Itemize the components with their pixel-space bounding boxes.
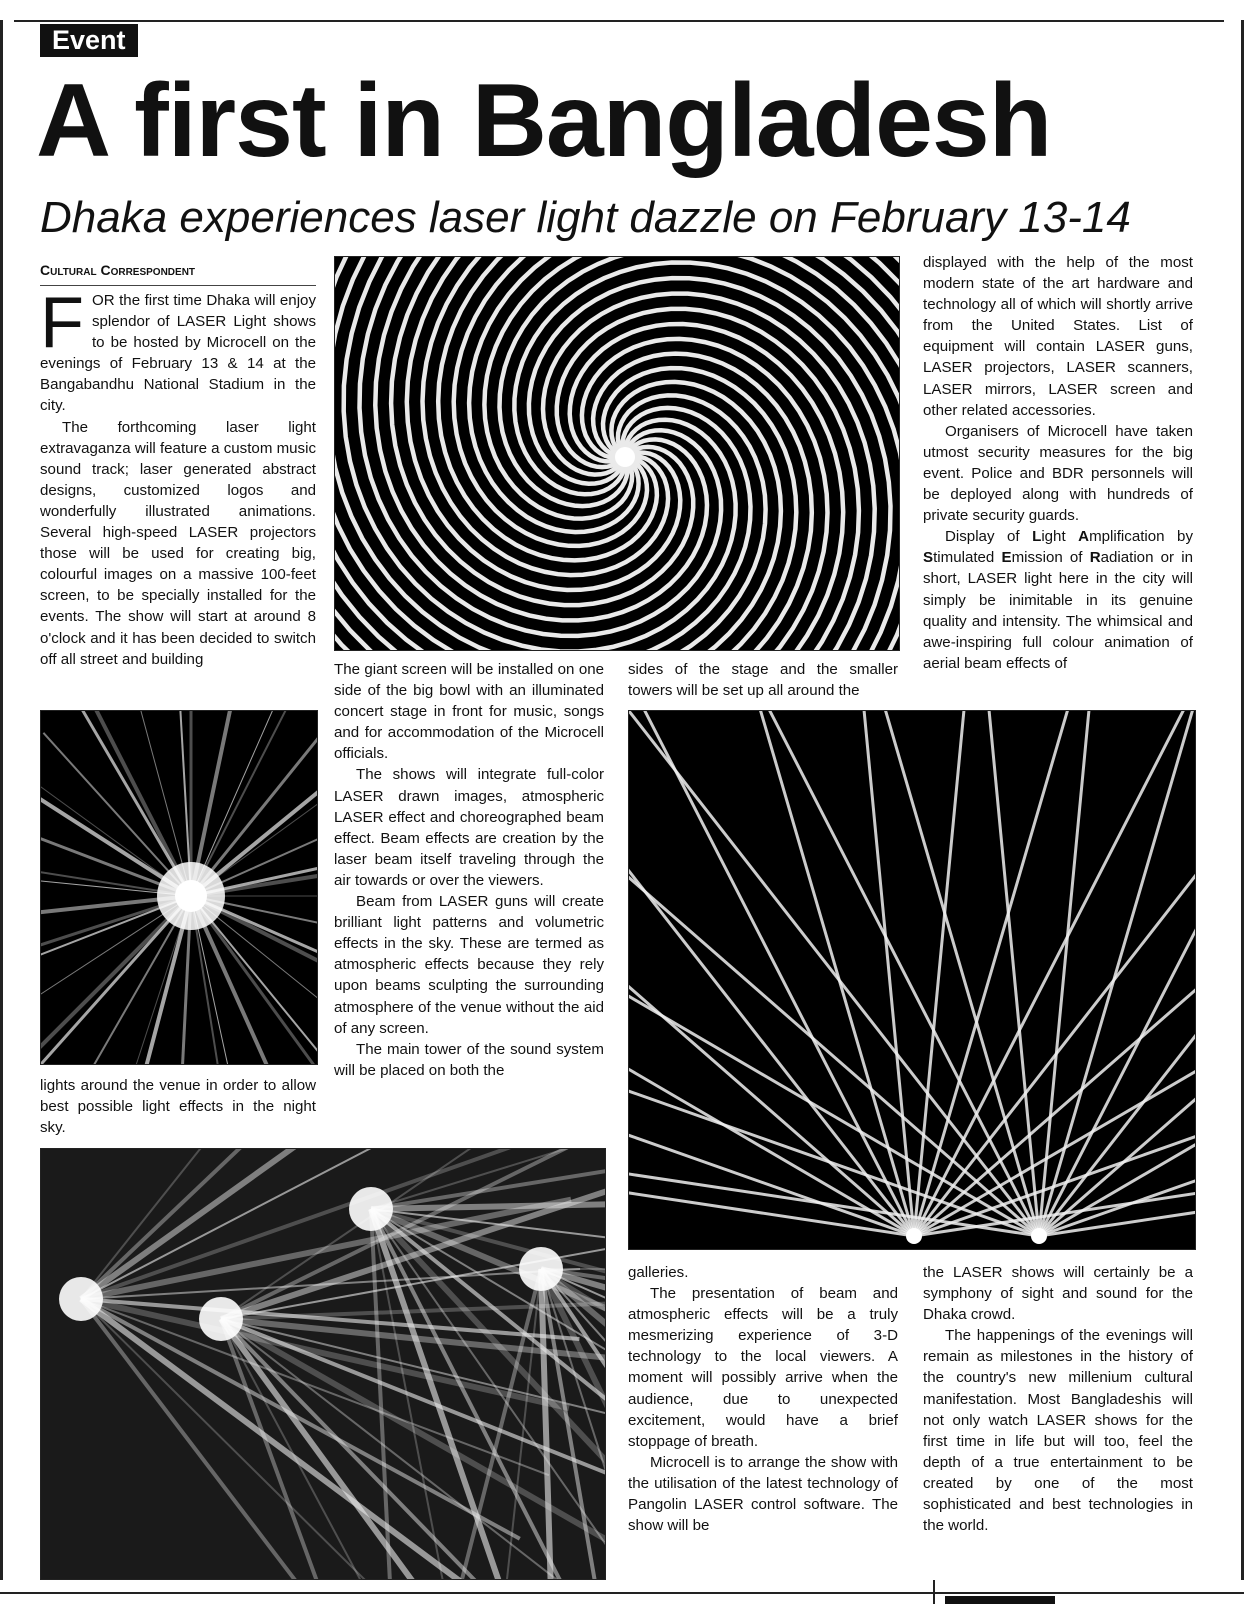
col3-paragraph-2: The presentation of beam and atmospheric effects will be a truly mesmerizing experience of 3-D technology to the local viewers. A moment will possibly arrive when the audience, due to unexpected excitement, would have a brief stoppage of breath.: [628, 1285, 898, 1450]
col2-paragraph-4: The main tower of the sound system will be placed on both the: [334, 1040, 604, 1079]
stage-lights-image: [41, 1149, 605, 1579]
stage-light-source: [59, 1277, 103, 1321]
laser-acronym-text: mplification by: [1089, 528, 1194, 546]
col3-continuation: sides of the stage and the smaller towers will be set up all around the: [628, 661, 898, 700]
column-1-bottom: [40, 1075, 316, 1138]
laser-fan-image: [629, 711, 1195, 1249]
column-4-top: [923, 252, 1193, 674]
headline: A first in Bangladesh: [36, 63, 1052, 179]
col2-paragraph-1: The giant screen will be installed on one side of the big bowl with an illuminated concert stage in front for music, songs and for accommodation of the Microcell officials.: [334, 661, 604, 763]
laser-beam: [692, 711, 1039, 1236]
col4-paragraph-1: displayed with the help of the most modern state of the art hardware and technology all of which will shortly arrive from the United States. List of equipment will contain LASER guns, LASER projectors, LASER scanners, LASER mirrors, LASER screen and other related accessories.: [923, 254, 1193, 419]
lead-paragraph: [40, 283, 316, 417]
acronym-letter-s: S: [923, 549, 934, 567]
acronym-letter-a: A: [1078, 528, 1090, 546]
acronym-letter-r: R: [1089, 549, 1101, 567]
col4-paragraph-3: [923, 526, 1193, 674]
col1-paragraph-3: lights around the venue in order to allow best possible light effects in the night sky.: [40, 1077, 316, 1137]
stage-light-source: [349, 1187, 393, 1231]
section-tag: Event: [40, 24, 138, 57]
laser-acronym-text: Display of: [945, 528, 1033, 546]
column-3-bottom: [628, 1262, 898, 1536]
laser-acronym-text: ight: [1041, 528, 1079, 546]
laser-beam: [629, 853, 1039, 1236]
byline-text: Cultural Correspondent: [40, 262, 196, 278]
footer-tick: [933, 1580, 935, 1604]
stage-light-source: [199, 1297, 243, 1341]
col2-paragraph-2: The shows will integrate full-color LASER drawn images, atmospheric LASER effect and choreographed beam effect. Beam effects are creation by the laser beam itself traveling through the air towards or over the viewers.: [334, 766, 604, 889]
laser-source: [1031, 1228, 1047, 1244]
laser-beam: [1039, 1122, 1195, 1236]
laser-burst-photo: [40, 710, 318, 1065]
column-1-top: [40, 283, 316, 670]
column-2: [334, 659, 604, 1081]
laser-source: [906, 1228, 922, 1244]
column-3-top: [628, 659, 898, 701]
laser-beam: [629, 736, 1039, 1236]
stage-light-source: [519, 1247, 563, 1291]
laser-beam: [914, 711, 1127, 1236]
spiral-arm: [395, 263, 900, 651]
light-ray: [55, 711, 191, 896]
col3-paragraph-1: galleries.: [628, 1264, 689, 1281]
spiral-laser-image: [335, 257, 899, 650]
laser-beam: [701, 711, 914, 1236]
col4-paragraph-2: Organisers of Microcell have taken utmost security measures for the big event. Police and BDR personnels will be deployed along with hundreds of private security guards.: [923, 422, 1193, 525]
laser-acronym-text: timulated: [933, 549, 1002, 567]
col3-paragraph-3: Microcell is to arrange the show with the utilisation of the latest technology of Pangolin LASER control software. The show will be: [628, 1453, 898, 1535]
left-rule: [0, 20, 3, 1580]
laser-beam: [914, 736, 1195, 1236]
spiral-arm: [335, 309, 859, 650]
footer-block: [945, 1596, 1055, 1604]
lead-text: OR the first time Dhaka will enjoy splendor of LASER Light shows to be hosted by Microcell on the evenings of February 13 & 14 at the Bangabandhu National Stadium in the city.: [40, 292, 316, 415]
stage-lights-photo: [40, 1148, 606, 1580]
laser-acronym-text: adiation or in short, LASER light here in the city will simply be inimitable in its genuine quality and intensity. The whimsical and awe-inspiring full colour animation of aerial beam effects of: [923, 549, 1193, 672]
column-4-bottom: [923, 1262, 1193, 1536]
laser-beam: [826, 711, 1039, 1236]
col2-paragraph-3: Beam from LASER guns will create brilliant light patterns and volumetric effects in the sky. These are termed as atmospheric effects because they rely upon beams sculpting the surrounding atmosphere of the venue without the aid of any screen.: [334, 893, 604, 1037]
bottom-rule: [0, 1592, 1244, 1594]
top-rule: [14, 20, 1224, 22]
acronym-letter-l: L: [1032, 528, 1042, 546]
spiral-laser-photo: [334, 256, 900, 651]
laser-fan-photo: [628, 710, 1196, 1250]
col4-paragraph-5: The happenings of the evenings will remain as milestones in the history of the country's new millenium cultural manifestation. Most Bangladeshis will not only watch LASER shows for the first time in life but will too, feel the depth of a true entertainment to be created by one of the most sophisticated and best technologies in the world.: [923, 1327, 1193, 1535]
laser-burst-image: [41, 711, 317, 1064]
laser-beam: [629, 736, 914, 1236]
subheadline: Dhaka experiences laser light dazzle on February 13-14: [40, 193, 1131, 242]
light-ray: [60, 711, 191, 896]
burst-core: [175, 880, 207, 912]
acronym-letter-e: E: [1001, 549, 1012, 567]
laser-acronym-text: mission of: [1011, 549, 1090, 567]
col1-paragraph-2: The forthcoming laser light extravaganza will feature a custom music sound track; laser generated abstract designs, customized logos and wonderfully illustrated animations. Several high-speed LASER projectors those will be used for creating big, colourful images on a massive 100-feet screen, to be specially installed for the events. The show will start at around 8 o'clock and it has been decided to switch off all street and building: [40, 418, 316, 668]
spiral-center-glow: [615, 447, 635, 467]
spiral-arm: [454, 257, 899, 650]
drop-cap: F: [40, 283, 84, 363]
col4-paragraph-4: the LASER shows will certainly be a symphony of sight and sound for the Dhaka crowd.: [923, 1264, 1193, 1324]
